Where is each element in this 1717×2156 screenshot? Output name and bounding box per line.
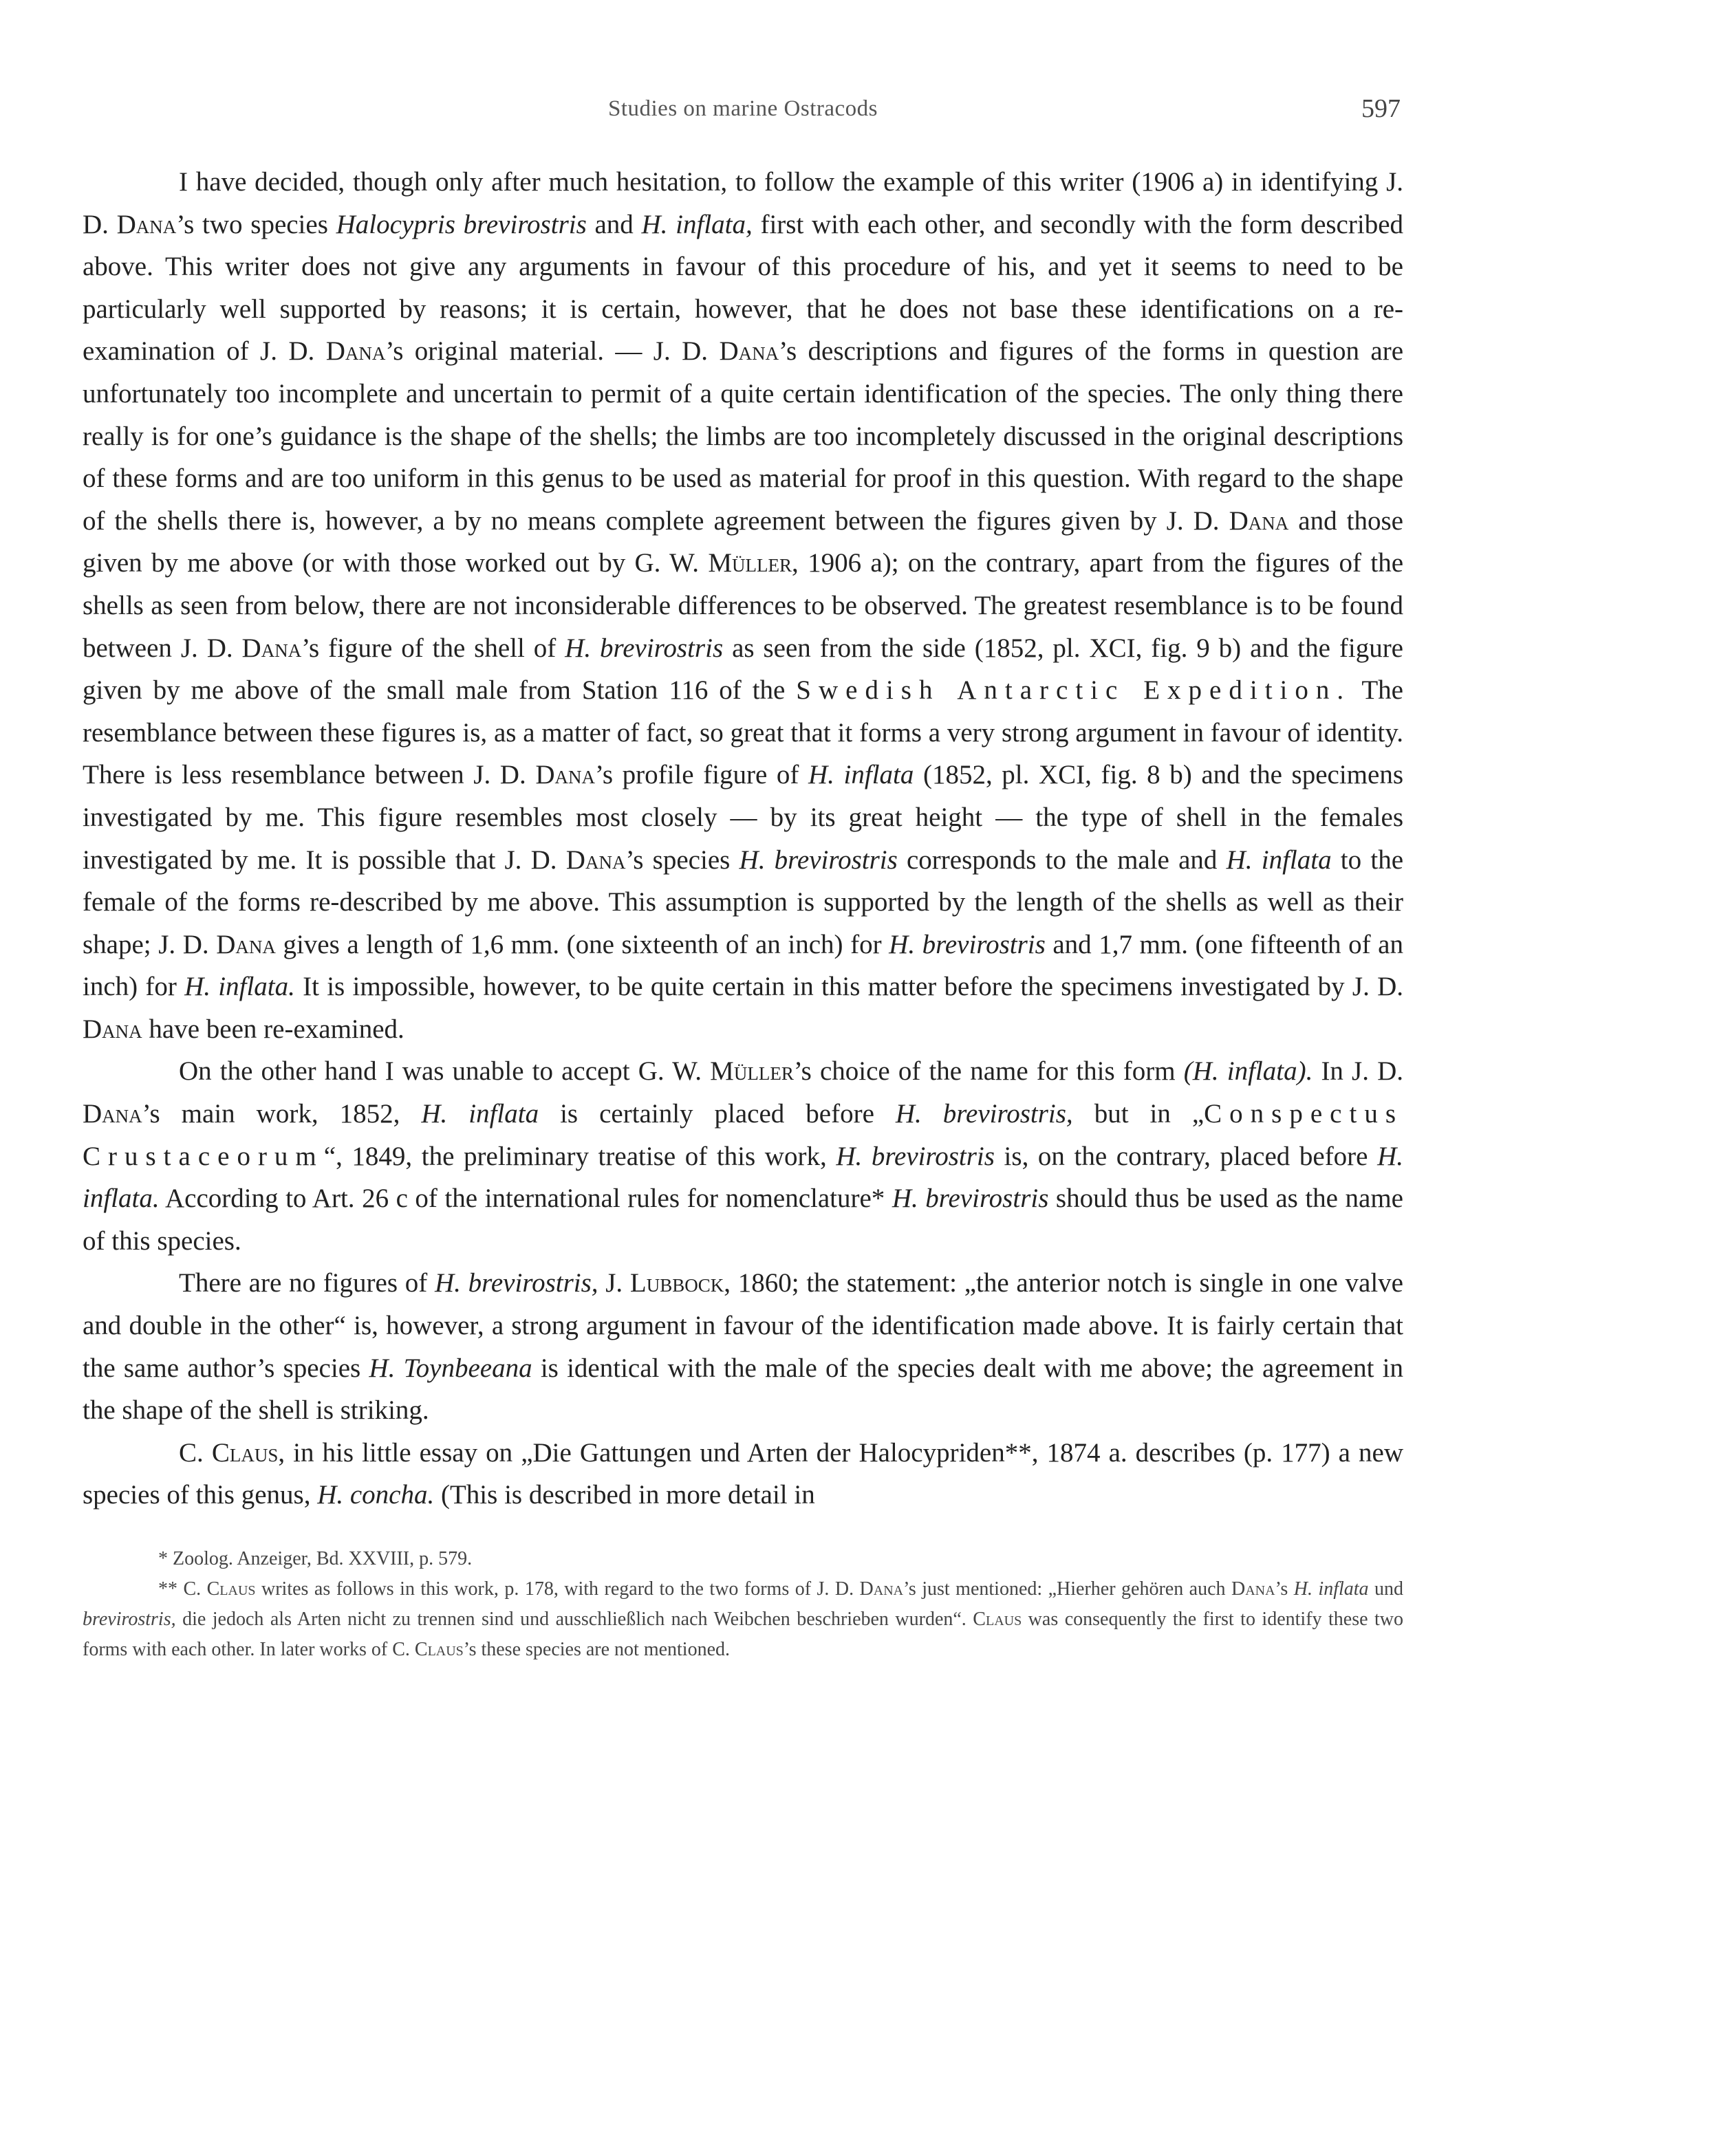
text-run: On the other hand I was unable to accept G. W. <box>179 1056 711 1087</box>
page-number: 597 <box>1361 94 1401 123</box>
text-run: The resemblance between these figures is, as a matter of fact, so great that it forms a very strong argument in favour of identity. There is less resemblance between J. D. <box>83 675 1403 790</box>
page <box>83 89 1403 1665</box>
footnotes <box>83 1544 1403 1665</box>
text-run: and 1,7 mm. (one fifteenth of an inch) for <box>83 929 1403 1002</box>
footnote <box>83 1574 1403 1665</box>
paragraph <box>83 161 1403 1050</box>
text-run: but in „ <box>1072 1099 1205 1129</box>
text-run: ’s <box>1275 1578 1294 1600</box>
italic-text: H. brevirostris <box>889 929 1046 959</box>
text-run: and those given by me above (or with those worked out by G. W. <box>83 505 1403 578</box>
text-run: and <box>586 209 642 239</box>
author-name: Dana <box>325 336 386 367</box>
text-run: ’s figure of the shell of <box>301 633 565 663</box>
author-name: Dana <box>83 1099 142 1129</box>
spaced-text: Conspectus Crustaceorum <box>83 1099 1403 1171</box>
text-run: There are no figures of <box>179 1268 435 1298</box>
text-run: I have decided, though only after much hesitation, to follow the example of this writer (1906 a) in identifying J. D. <box>83 167 1403 239</box>
author-name: Müller <box>708 548 792 578</box>
author-name: Dana <box>1229 505 1289 536</box>
text-run: , 1906 a); on the contrary, apart from the figures of the shells as seen from below, there are not inconsiderable differences to be observed. The greatest resemblance is to be found between J. D. <box>83 548 1404 663</box>
text-run: is, on the contrary, placed before <box>994 1141 1378 1171</box>
italic-text: H. brevirostris <box>565 633 724 663</box>
text-run: ’s species <box>625 845 739 875</box>
text-run: It is impossible, however, to be quite certain in this matter before the specimens investigated by J. D. <box>294 972 1403 1002</box>
body-text <box>83 161 1403 1516</box>
author-name: Dana <box>565 845 626 875</box>
text-run: (This is described in more detail in <box>434 1480 815 1510</box>
text-run: , in his little essay on „Die Gattungen und Arten der Halocypriden**, 1874 a. describes (p. 177) a new species of this genus, <box>83 1437 1403 1510</box>
text-run: corresponds to the male and <box>897 845 1227 875</box>
text-run: “, 1849, the preliminary treatise of this work, <box>323 1141 836 1171</box>
author-name: Müller <box>710 1056 794 1087</box>
italic-text: H. brevirostris, <box>895 1099 1073 1129</box>
italic-text: (H. inflata). <box>1183 1056 1313 1087</box>
italic-text: H. inflata <box>1293 1578 1369 1600</box>
text-run: was consequently the first to identify these two forms with each other. In later works of C. <box>83 1609 1404 1660</box>
text-run: According to Art. 26 c of the international rules for nomenclature* <box>159 1184 892 1214</box>
text-run: ’s main work, 1852, <box>142 1099 422 1129</box>
text-run: ’s profile figure of <box>595 760 808 790</box>
author-name: Dana <box>859 1578 904 1600</box>
author-name: Claus <box>414 1639 464 1660</box>
text-run: ’s two species <box>176 209 336 239</box>
author-name: Dana <box>216 929 276 959</box>
text-run: writes as follows in this work, p. 178, with regard to the two forms of J. D. <box>255 1578 860 1600</box>
text-run: first with each other, and secondly with the form described above. This writer does not give any arguments in favour of this procedure of his, and yet it seems to need to be particularly well supported by reasons; it is certain, however, that he does not base these identifications on a re-examination of J. D. <box>83 209 1404 367</box>
italic-text: H. inflata <box>808 760 914 790</box>
italic-text: H. inflata. <box>83 1141 1403 1214</box>
text-run: ’s these species are not mentioned. <box>463 1639 731 1660</box>
text-run: is certainly placed before <box>539 1099 896 1129</box>
text-run: C. <box>179 1437 212 1468</box>
italic-text: H. brevirostris <box>836 1141 995 1171</box>
italic-text: H. brevirostris <box>892 1184 1049 1214</box>
author-name: Dana <box>719 336 779 367</box>
text-run: J. <box>598 1268 630 1298</box>
italic-text: brevirostris, <box>83 1609 176 1630</box>
text-run: ’s descriptions and figures of the forms in question are unfortunately too incomplete and uncertain to permit of a quite certain identification of the species. The only thing there really is for one’s guidance is the shape of the shells; the limbs are too incompletely discussed in the original descriptions of these forms and are too uniform in this genus to be used as material for proof in this question. With regard to the shape of the shells there is, however, a by no means complete agreement between the figures given by J. D. <box>83 336 1404 536</box>
paragraph <box>83 1432 1403 1516</box>
author-name: Dana <box>116 209 177 239</box>
text-run: * Zoolog. Anzeiger, Bd. XXVIII, p. 579. <box>158 1548 473 1569</box>
author-name: Claus <box>206 1578 256 1600</box>
text-run: In J. D. <box>1313 1056 1403 1087</box>
text-run: should thus be used as the name of this species. <box>83 1184 1403 1256</box>
italic-text: H. inflata <box>421 1099 539 1129</box>
author-name: Dana <box>1231 1578 1275 1600</box>
italic-text: H. brevirostris, <box>435 1268 598 1298</box>
text-run: have been re-examined. <box>142 1014 404 1044</box>
italic-text: H. Toynbeeana <box>369 1353 532 1383</box>
text-run: as seen from the side (1852, pl. XCI, fig. 9 b) and the figure given by me above of the small male from Station 116 of the <box>83 633 1403 706</box>
author-name: Dana <box>241 633 302 663</box>
text-run: gives a length of 1,6 mm. (one sixteenth of an inch) for <box>275 929 889 959</box>
running-head: Studies on marine Ostracods <box>607 96 878 121</box>
author-name: Lubbock <box>629 1268 724 1298</box>
text-run: is identical with the male of the species dealt with me above; the agreement in the shape of the shell is striking. <box>83 1353 1403 1426</box>
italic-text: H. inflata <box>1226 845 1332 875</box>
text-run: to the female of the forms re-described by me above. This assumption is supported by the length of the shells as well as their shape; J. D. <box>83 845 1404 959</box>
author-name: Claus <box>973 1609 1022 1630</box>
text-run: ** C. <box>158 1578 207 1600</box>
paragraph <box>83 1262 1403 1431</box>
spaced-text: Swedish Antarctic Expedition. <box>796 675 1352 706</box>
text-run: die jedoch als Arten nicht zu trennen sind und ausschließlich nach Weibchen beschrieben wurden“. <box>175 1609 973 1630</box>
text-run: ’s choice of the name for this form <box>793 1056 1184 1087</box>
text-run: (1852, pl. XCI, fig. 8 b) and the specimens investigated by me. This figure resembles most closely — by its great height — the type of shell in the females investigated by me. It is possible that J. D. <box>83 760 1403 875</box>
author-name: Dana <box>83 1014 142 1044</box>
italic-text: H. concha. <box>317 1480 435 1510</box>
author-name: Claus <box>211 1437 279 1468</box>
footnote <box>83 1544 1403 1574</box>
text-run: ’s original material. — J. D. <box>385 336 720 367</box>
text-run: und <box>1368 1578 1403 1600</box>
italic-text: H. inflata. <box>184 972 295 1002</box>
text-run: ’s just mentioned: „Hierher gehören auch <box>903 1578 1231 1600</box>
page-header <box>83 89 1403 131</box>
text-run: , 1860; the statement: „the anterior notch is single in one valve and double in the other“ is, however, a strong argument in favour of the identification made above. It is fairly certain that the same author’s species <box>83 1268 1403 1383</box>
italic-text: H. brevirostris <box>739 845 898 875</box>
author-name: Dana <box>535 760 595 790</box>
paragraph <box>83 1050 1403 1262</box>
italic-text: H. inflata, <box>641 209 753 239</box>
italic-text: Halocypris brevirostris <box>336 209 587 239</box>
